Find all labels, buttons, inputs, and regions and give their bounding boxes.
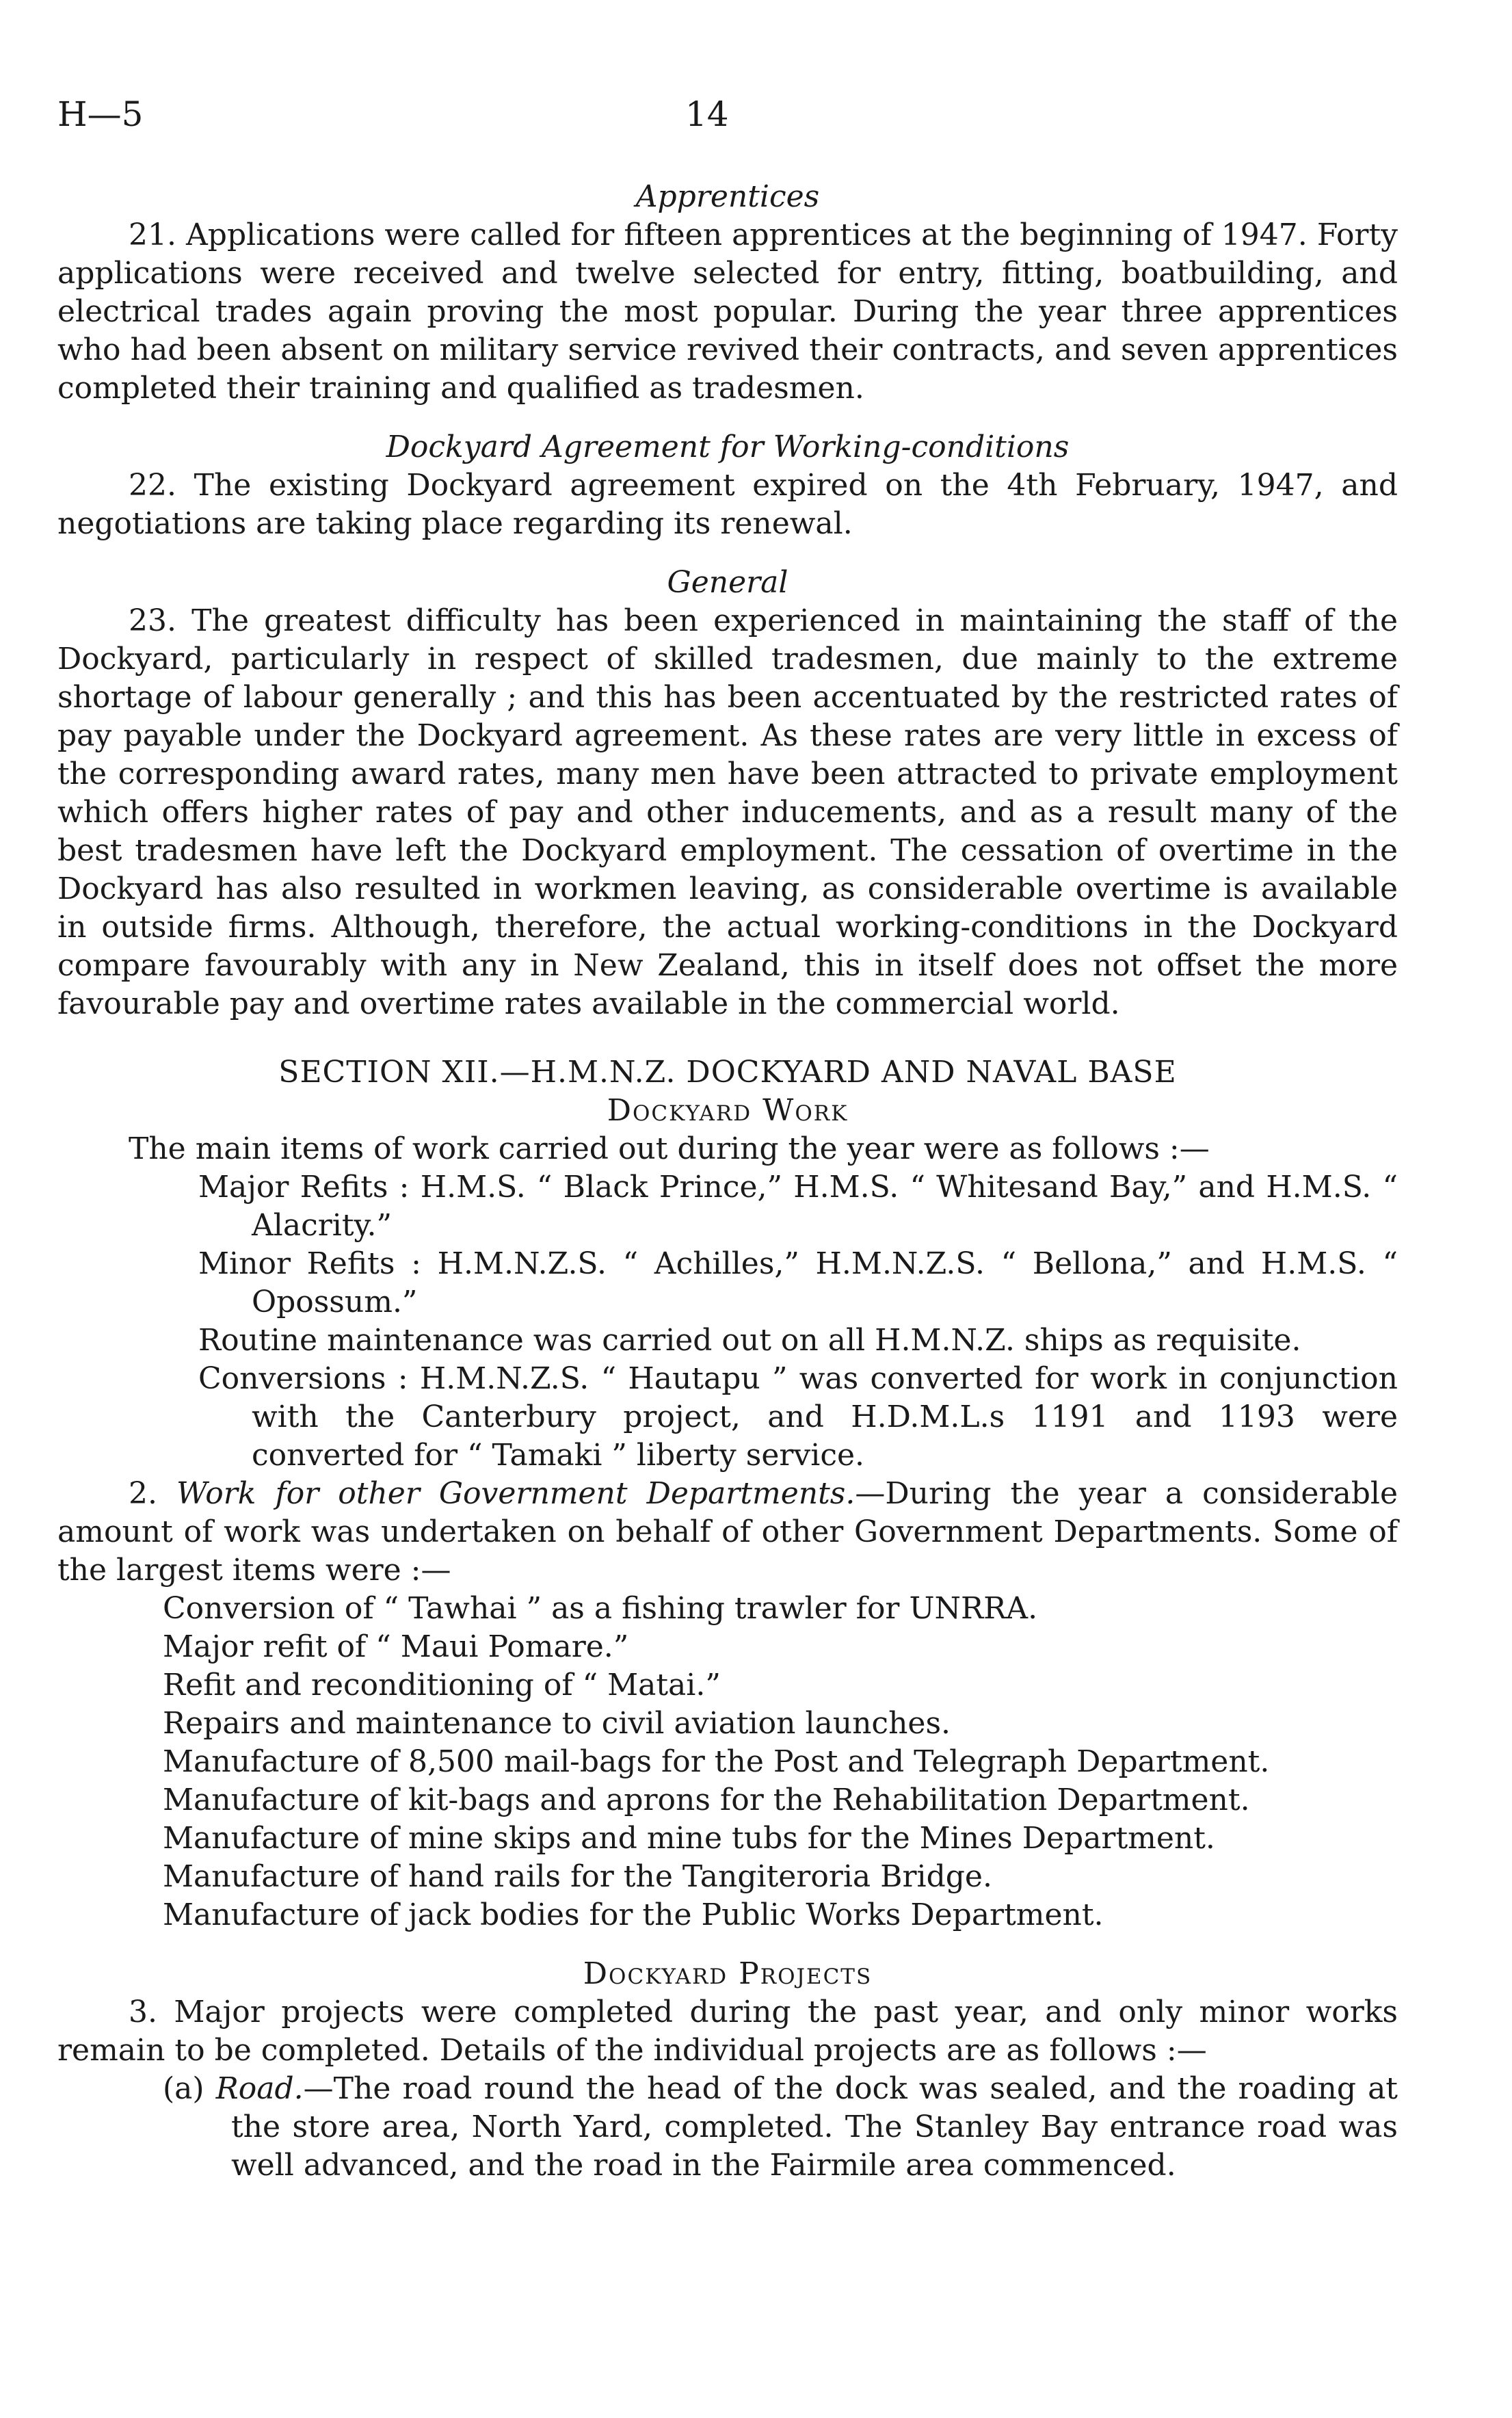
work-intro: The main items of work carried out during the year were as follows :—	[129, 1131, 1210, 1166]
project-road-title: Road.	[215, 2071, 304, 2106]
dept-item: Manufacture of 8,500 mail-bags for the Post and Telegraph Department.	[163, 1744, 1270, 1779]
heading-dockyard-projects: Dockyard Projects	[583, 1956, 873, 1991]
heading-dockyard-work: Dockyard Work	[607, 1093, 849, 1128]
document-reference: H—5	[57, 94, 144, 134]
paragraph-23: 23. The greatest difficulty has been experienced in maintaining the staff of the Dockyard, particularly in respect of skilled tradesmen, due mainly to the extreme shortage of labour generally ; and this has been accentuated by the restricted rates of pay payable under the Dockyard agreement. As these rates are very little in excess of the corresponding award rates, many men have been attracted to private employment which offers higher rates of pay and other inducements, and as a result many of the best tradesmen have left the Dockyard employment. The cessation of overtime in the Dockyard has also resulted in workmen leaving, as considerable overtime is available in outside firms. Although, therefore, the actual working-conditions in the Dockyard compare favourably with any in New Zealand, this in itself does not offset the more favourable pay and overtime rates available in the commercial world.	[57, 603, 1398, 1021]
project-road-text: —The road round the head of the dock was sealed, and the roading at the store area, North Yard, completed. The Stanley Bay entrance road was well advanced, and the road in the Fairmile area commenced.	[231, 2071, 1398, 2183]
dept-item: Repairs and maintenance to civil aviation launches.	[163, 1706, 951, 1741]
paragraph-21: 21. Applications were called for fifteen apprentices at the beginning of 1947. Forty applications were received and twelve selected for entry, fitting, boatbuilding, and electrical trades again proving the most popular. During the year three apprentices who had been absent on military service revived their contracts, and seven apprentices completed their training and qualified as tradesmen.	[57, 218, 1398, 406]
dept-item: Manufacture of jack bodies for the Public Works Department.	[163, 1897, 1104, 1932]
section-title: SECTION XII.—H.M.N.Z. DOCKYARD AND NAVAL BASE	[278, 1055, 1177, 1090]
dept-item: Major refit of “ Maui Pomare.”	[163, 1629, 629, 1664]
page-content	[57, 178, 1398, 2185]
dept-item: Manufacture of kit-bags and aprons for the Rehabilitation Department.	[163, 1783, 1250, 1817]
work-item: Routine maintenance was carried out on all H.M.N.Z. ships as requisite.	[198, 1323, 1301, 1358]
work-item: Minor Refits : H.M.N.Z.S. “ Achilles,” H.M.N.Z.S. “ Bellona,” and H.M.S. “ Opossum.”	[198, 1246, 1398, 1319]
paragraph-3: 3. Major projects were completed during the past year, and only minor works remain to be completed. Details of the individual projects are as follows :—	[57, 1995, 1398, 2068]
heading-dockyard-agreement: Dockyard Agreement for Working-conditions	[386, 430, 1070, 464]
dept-item: Refit and reconditioning of “ Matai.”	[163, 1668, 721, 1703]
dept-item: Manufacture of mine skips and mine tubs for the Mines Department.	[163, 1821, 1215, 1856]
heading-apprentices: Apprentices	[635, 179, 820, 214]
dept-item: Conversion of “ Tawhai ” as a fishing trawler for UNRRA.	[163, 1591, 1038, 1626]
work-item: Conversions : H.M.N.Z.S. “ Hautapu ” was converted for work in conjunction with the Canterbury project, and H.D.M.L.s 1191 and 1193 were converted for “ Tamaki ” liberty service.	[198, 1361, 1398, 1473]
paragraph-2	[57, 1475, 1398, 1590]
project-road	[57, 2070, 1398, 2185]
dept-item: Manufacture of hand rails for the Tangiteroria Bridge.	[163, 1859, 992, 1894]
heading-general: General	[667, 565, 788, 600]
work-item: Major Refits : H.M.S. “ Black Prince,” H.M.S. “ Whitesand Bay,” and H.M.S. “ Alacrity.”	[198, 1170, 1398, 1243]
page-number: 14	[685, 94, 729, 134]
paragraph-2-title: Work for other Government Departments.	[176, 1476, 856, 1511]
project-road-label: (a)	[163, 2071, 204, 2106]
paragraph-22: 22. The existing Dockyard agreement expired on the 4th February, 1947, and negotiations are taking place regarding its renewal.	[57, 468, 1398, 541]
paragraph-2-number: 2.	[129, 1476, 157, 1511]
paragraph-2-text: —During the year a considerable amount of work was undertaken on behalf of other Government Departments. Some of the largest items were :—	[57, 1476, 1398, 1588]
